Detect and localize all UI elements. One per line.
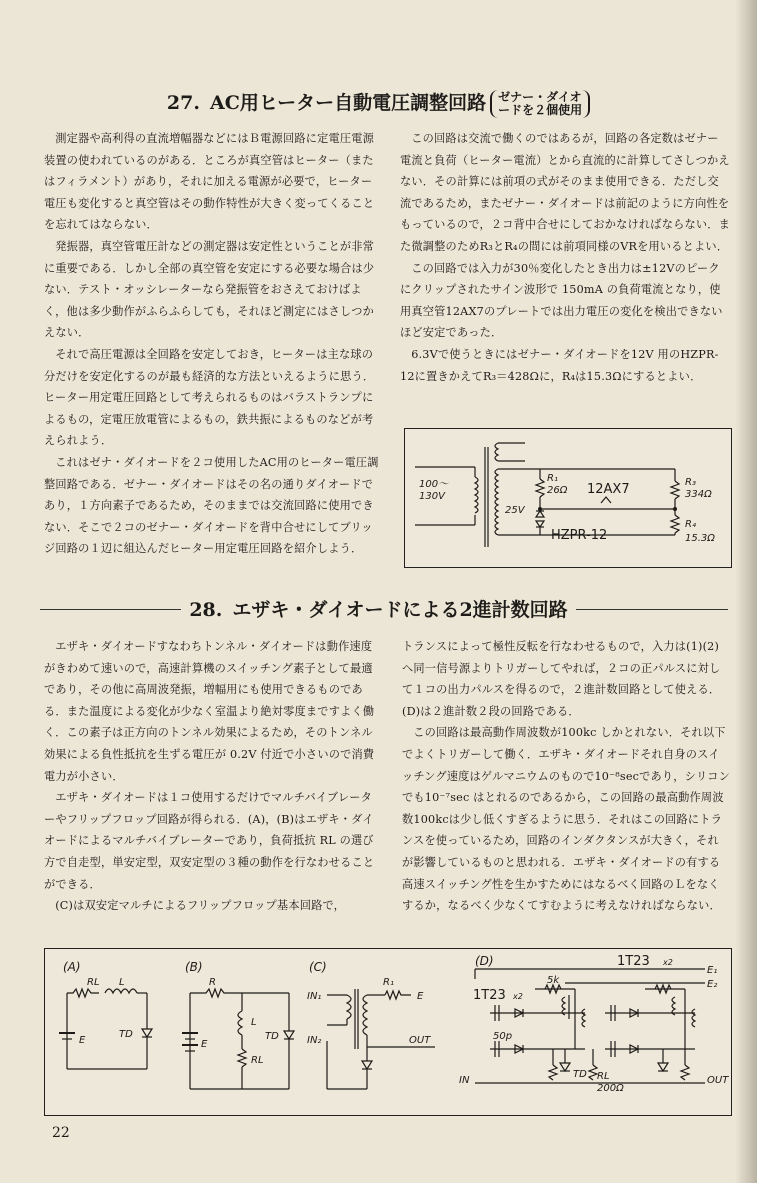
circuit-secondary-voltage: 25V bbox=[505, 505, 525, 516]
circuit-r4-value: 15.3Ω bbox=[685, 533, 715, 544]
circuit-zener-label: HZPR-12 bbox=[551, 528, 608, 543]
circuit-tube-label: 12AX7 bbox=[587, 482, 630, 497]
figure-d-5k: 5k bbox=[547, 975, 560, 986]
figure-d-e2: E₂ bbox=[707, 979, 718, 990]
section-28-left-column bbox=[44, 636, 380, 917]
figure-b-r: R bbox=[209, 977, 216, 988]
figure-b-l: L bbox=[251, 1017, 257, 1028]
figure-d-out: OUT bbox=[707, 1075, 729, 1086]
section-28-right-column bbox=[402, 636, 730, 917]
figure-d-200: 200Ω bbox=[597, 1083, 624, 1094]
section-27-title-note: ゼナー・ダイオ ードを２個使用 bbox=[490, 90, 590, 118]
figure-b-label: (B) bbox=[185, 960, 203, 974]
figure-d-e1: E₁ bbox=[707, 965, 718, 976]
heater-regulator-circuit-diagram bbox=[404, 428, 732, 568]
paragraph: 測定器や高利得の直流増幅器などにはＢ電源回路に定電圧電源装置の使われているのがある．ところが真空管はヒーター（またはフィラメント）があり，それに加える電源が必要で，ヒーター電圧も変化すると真空管はその動作特性が大きく変ってくることを忘れてはならない． bbox=[44, 132, 375, 232]
figure-b-rl: RL bbox=[251, 1055, 264, 1066]
paragraph: トランスによって極性反転を行なわせるもので，入力は(1)(2)へ同一信号源よりトリガーしてやれば，２コの正パルスに対して１コの出力パルスを得るので，２進計数回路として使える．(D)は２進計数２段の回路である． bbox=[402, 640, 721, 718]
figure-c-label: (C) bbox=[309, 960, 327, 974]
paragraph: これはゼナ・ダイオードを２コ使用したAC用のヒーター電圧調整回路である．ゼナー・ダイオードはその名の通りダイオードであり，１方向素子であるため，そのままでは交流回路に使用できない．そこで２コのゼナー・ダイオードを背中合せにしてブリッジ回路の１辺に組込んだヒーター用定電圧回路を紹介しよう． bbox=[44, 455, 379, 556]
paragraph: この回路は交流で働くのではあるが，回路の各定数はゼナー電流と負荷（ヒーター電流）とから直流的に計算してさしつかえない．その計算には前項の式がそのまま使用できる．ただし交流であるため，またゼナー・ダイオードは前記のように方向性をもっているので，２コ背中合せにしておかなければならない．また微調整のためR₃とR₄の間には前項同様のVRを用いるとよい． bbox=[400, 132, 731, 253]
page-number: 22 bbox=[52, 1125, 70, 1141]
figure-b-td: TD bbox=[265, 1031, 279, 1042]
figure-a-rl: RL bbox=[87, 977, 100, 988]
paragraph: この回路は最高動作周波数が100kc しかとれない．それ以下でよくトリガーして働く．エザキ・ダイオードそれ自身のスイッチング速度はゲルマニウムのもので10⁻⁸secであり，シリコンでも10⁻⁷sec はとれるのであるから，この回路の最高動作周波数100kcは少し低くすぎるように思う．それはこの回路にトランスを使っているため，回路のインダクタンスが大きく，それが影響しているものと思われる．エザキ・ダイオードの有する高速スイッチング性を生かすためにはなるべく回路のＬをなくするか，なるべく少なくてすむように考えなければならない． bbox=[402, 726, 730, 913]
circuit-input-voltage: 100～ bbox=[419, 479, 449, 490]
heater-regulator-schematic bbox=[405, 429, 731, 567]
figure-d-in: IN bbox=[459, 1075, 470, 1086]
figure-d-tube-top: 1T23 bbox=[617, 954, 650, 969]
figure-d-td: TD bbox=[573, 1069, 587, 1080]
esaki-schematics bbox=[45, 949, 731, 1115]
paragraph: この回路では入力が30％変化したとき出力は±12Vのピークにクリップされたサイン波形で 150mA の負荷電流となり，使用真空管12AX7のプレートでは出力電圧の変化を検出できないほど安定であった． bbox=[400, 261, 723, 340]
section-27-number: 27. bbox=[166, 92, 200, 114]
circuit-r1-value: 26Ω bbox=[547, 485, 568, 496]
figure-d-tube-left: 1T23 bbox=[473, 988, 506, 1003]
figure-d-rl: RL bbox=[597, 1071, 610, 1082]
figure-d-tube-left-count: x2 bbox=[513, 992, 523, 1001]
figure-b-e: E bbox=[201, 1039, 208, 1050]
figure-a-label: (A) bbox=[63, 960, 81, 974]
figure-d-tube-top-count: x2 bbox=[663, 958, 673, 967]
circuit-r4-name: R₄ bbox=[685, 519, 696, 530]
figure-a-l: L bbox=[119, 977, 125, 988]
circuit-r3-name: R₃ bbox=[685, 477, 696, 488]
figure-d-label: (D) bbox=[475, 954, 494, 968]
section-28-title-text: エザキ・ダイオードによる2進計数回路 bbox=[232, 599, 568, 621]
figure-a-e: E bbox=[79, 1035, 86, 1046]
figure-c-r1: R₁ bbox=[383, 977, 394, 988]
figure-c-in1: IN₁ bbox=[307, 991, 322, 1002]
section-27-title bbox=[0, 88, 757, 118]
page-binding-shadow bbox=[735, 0, 757, 1183]
section-28-number: 28. bbox=[189, 599, 223, 621]
figure-c-e: E bbox=[417, 991, 424, 1002]
figure-d-50p: 50p bbox=[493, 1031, 513, 1042]
figure-d bbox=[475, 969, 705, 1083]
circuit-input-voltage-range: 130V bbox=[419, 491, 445, 502]
figure-c-out: OUT bbox=[409, 1035, 431, 1046]
paragraph: 6.3Vで使うときにはゼナー・ダイオードを12V 用のHZPR-12に置きかえてR₃＝428Ωに，R₄は15.3Ωにするとよい． bbox=[400, 347, 719, 383]
figure-a-td: TD bbox=[119, 1029, 133, 1040]
circuit-r1-name: R₁ bbox=[547, 473, 558, 484]
section-27-left-column bbox=[44, 128, 379, 560]
section-27-right-column bbox=[400, 128, 730, 387]
paragraph: (C)は双安定マルチによるフリップフロップ基本回路で， bbox=[55, 899, 346, 913]
paragraph: 発振器，真空管電圧計などの測定器は安定性ということが非常に重要である．しかし全部の真空管を安定にする必要な場合は少ない．テスト・オッシレーターなら発振管をおさえておけばよく，他は多少動作がふらふらしても，それほど測定にはさしつかえない． bbox=[44, 239, 375, 340]
esaki-circuit-figures bbox=[44, 948, 732, 1116]
section-27-title-text: AC用ヒーター自動電圧調整回路 bbox=[209, 92, 487, 114]
figure-a bbox=[59, 989, 152, 1069]
figure-c-in2: IN₂ bbox=[307, 1035, 322, 1046]
circuit-r3-value: 334Ω bbox=[685, 489, 712, 500]
paragraph: エザキ・ダイオードは１コ使用するだけでマルチバイブレーターやフリップフロップ回路が得られる．(A)，(B)はエザキ・ダイオードによるマルチバイブレーターであり，負荷抵抗 RL の選び方で自走型，単安定型，双安定型の３種の動作を行なわせることができる． bbox=[44, 791, 375, 891]
paragraph: エザキ・ダイオードすなわちトンネル・ダイオードは動作速度がきわめて速いので，高速計算機のスイッチング素子として最適であり，その他に高周波発振，増幅用にも使用できるものである．また温度による変化が少なく室温より絶対零度まですよく働く．この素子は正方向のトンネル効果によるため，そのトンネル効果による負性抵抗を生ずる電圧が 0.2V 付近で小さいので消費電力が小さい． bbox=[44, 640, 375, 783]
paragraph: それで高圧電源は全回路を安定しておき，ヒーターは主な球の分だけを安定化するのが最も経済的な方法といえるように思う．ヒーター用定電圧回路として考えられるものはバラストランプによるもの，定電圧放電管によるもの，鉄共振によるものなどが考えられよう． bbox=[44, 347, 375, 448]
section-28-title bbox=[0, 598, 757, 622]
